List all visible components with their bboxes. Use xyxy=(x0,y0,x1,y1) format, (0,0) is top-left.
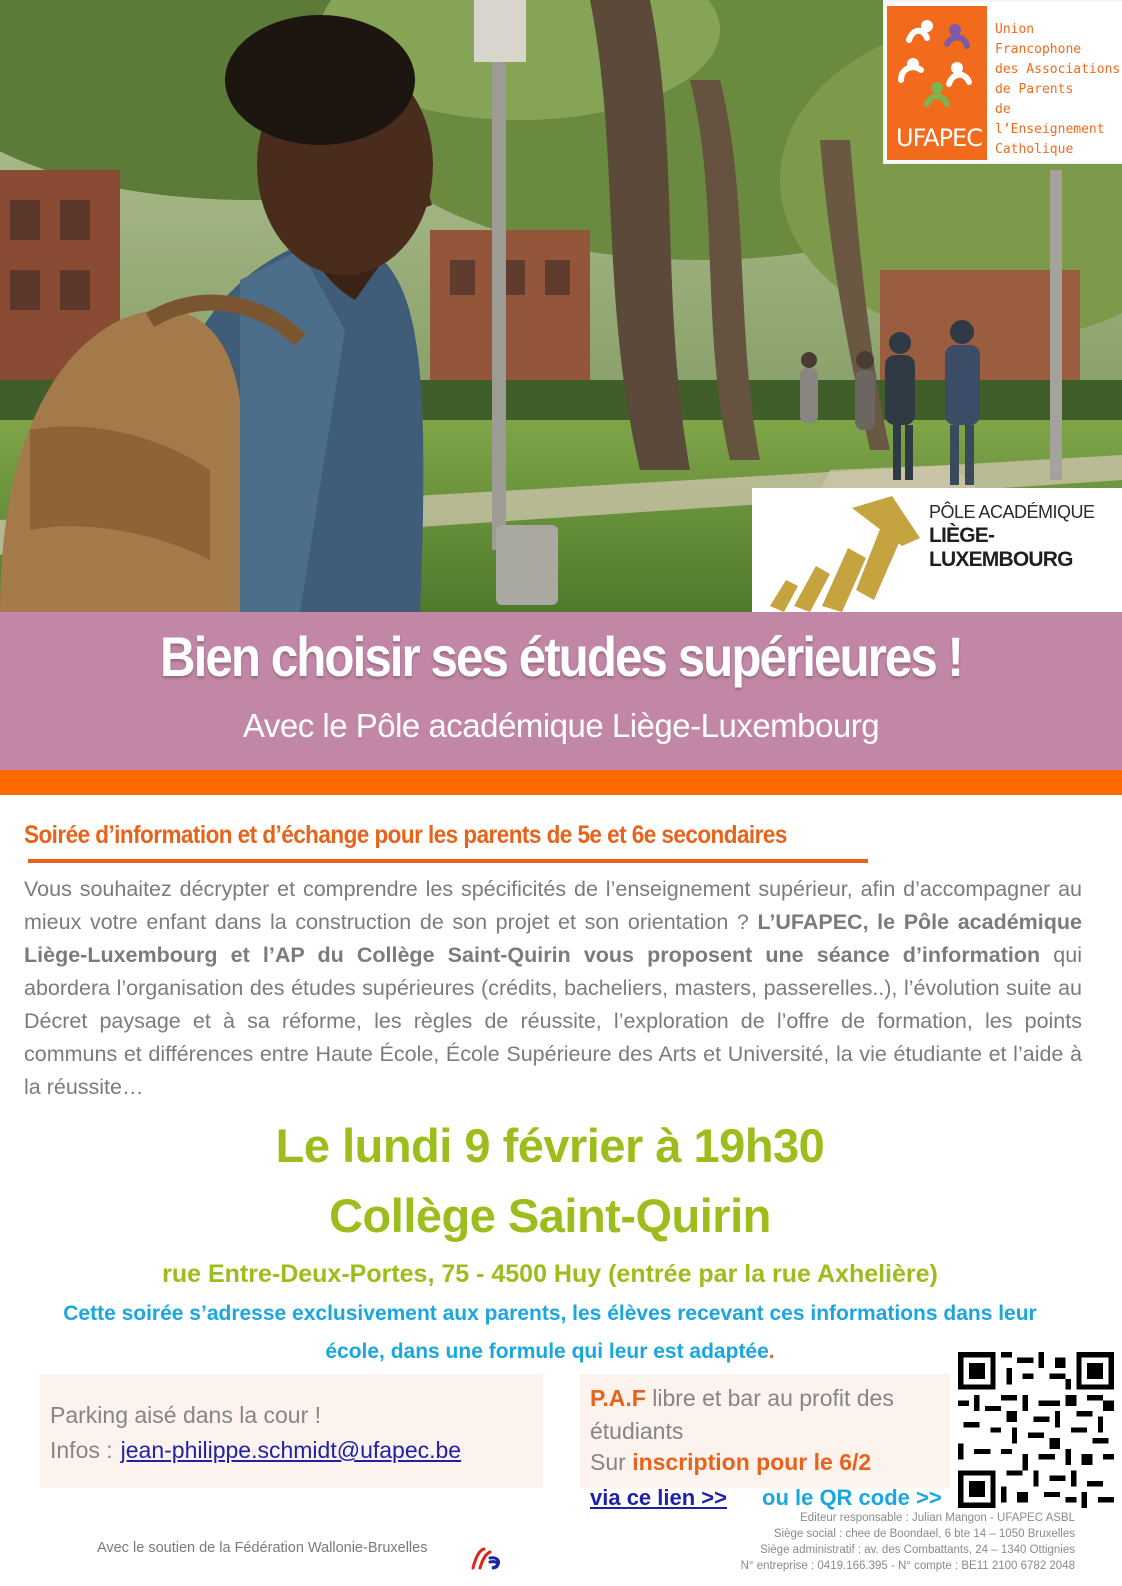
inscription-info xyxy=(590,1449,871,1476)
ufapec-name xyxy=(995,20,1122,160)
event-place: Collège Saint-Quirin xyxy=(329,1189,771,1242)
ufapec-name-line: Francophone xyxy=(995,42,1082,57)
page-subtitle: Avec le Pôle académique Liège-Luxembourg xyxy=(242,707,880,744)
intro-bold-text: L’UFAPEC, le Pôle académique Liège-Luxembourg et l’AP du Collège Saint-Quirin vous proposent une séance d’information xyxy=(24,910,1082,967)
support-mention: Avec le soutien de la Fédération Wallonie-Bruxelles xyxy=(97,1540,428,1556)
legal-line: Siège social : chee de Boondael, 6 bte 14 – 1050 Bruxelles xyxy=(773,1528,1075,1540)
qr-code[interactable] xyxy=(958,1352,1114,1508)
contact-email-link[interactable]: jean-philippe.schmidt@ufapec.be xyxy=(120,1437,462,1463)
legal-line: Editeur responsable : Julian Mangon - UFAPEC ASBL xyxy=(800,1512,1075,1524)
intro-paragraph xyxy=(24,873,1082,1104)
registration-box xyxy=(580,1374,950,1488)
title-band xyxy=(0,612,1122,770)
orange-divider xyxy=(0,770,1122,795)
inscription-deadline: inscription pour le 6/2 xyxy=(632,1449,872,1475)
contact-info xyxy=(50,1437,461,1464)
event-date: Le lundi 9 février à 19h30 xyxy=(275,1119,825,1172)
ufapec-name-line: de Parents xyxy=(995,82,1074,97)
intro-text: qui abordera l’organisation des études supérieures (crédits, bacheliers, masters, passerelles..), l’évolution suite au Décret paysage et à sa réforme, les règles de réussite, l’exploration de l’offre de formation, les points communs et différences entre Haute École, École Supérieure des Arts et Université, la vie étudiante et l’aide à la réussite… xyxy=(24,943,1083,1099)
intro-text: Vous souhaitez décrypter et comprendre les spécificités de l’enseignement supérieur, afin d’accompagner au mieux votre enfant dans la construction de son projet et son orientation ? xyxy=(24,877,1082,934)
infos-label: Infos : xyxy=(50,1437,113,1463)
ufapec-name-line: Union xyxy=(995,22,1035,37)
event-address: rue Entre-Deux-Portes, 75 - 4500 Huy (entrée par la rue Axhelière) xyxy=(162,1260,938,1288)
pole-logo-line2: LIÈGE-LUXEMBOURG xyxy=(929,524,1073,571)
registration-link-wrap xyxy=(590,1485,727,1511)
practical-info-box xyxy=(40,1374,543,1488)
pole-stripes-icon xyxy=(752,488,922,612)
inscription-prefix: Sur xyxy=(590,1449,633,1475)
parking-info: Parking aisé dans la cour ! xyxy=(50,1402,322,1428)
federation-wallonie-bruxelles-logo-icon xyxy=(470,1546,504,1572)
notice-period: . xyxy=(768,1340,775,1363)
notice-text: Cette soirée s’adresse exclusivement aux parents, les élèves recevant ces informations dans leur école, dans une formule qui leur est adaptée xyxy=(63,1302,1037,1363)
legal-line: Siège administratif : av. des Combattants, 24 – 1340 Ottignies xyxy=(760,1544,1075,1556)
paf-text: libre et bar au profit des étudiants xyxy=(590,1385,894,1444)
ufapec-people-icon xyxy=(887,6,987,116)
legal-line: N° entreprise : 0419.166.395 - N° compte : BE11 2100 6782 2048 xyxy=(740,1560,1075,1572)
ufapec-logo xyxy=(883,0,1122,164)
pole-academique-logo xyxy=(752,488,1122,612)
page-title: Bien choisir ses études supérieures ! xyxy=(159,625,963,688)
parents-only-notice xyxy=(50,1295,1050,1371)
heading-underline xyxy=(28,859,868,863)
paf-info xyxy=(590,1382,910,1448)
qr-code-label: ou le QR code >> xyxy=(762,1485,942,1510)
pole-logo-line1: PÔLE ACADÉMIQUE xyxy=(929,502,1095,522)
ufapec-name-line: des Associations xyxy=(995,62,1121,77)
ufapec-name-line: de l’Enseignement xyxy=(995,102,1105,137)
hero-photo xyxy=(0,0,1122,612)
paf-label: P.A.F xyxy=(590,1385,646,1411)
registration-link[interactable]: via ce lien >> xyxy=(590,1485,727,1510)
ufapec-wordmark: UFAPEC xyxy=(896,124,982,152)
ufapec-name-line: Catholique xyxy=(995,142,1074,157)
ufapec-logo-mark xyxy=(887,6,987,160)
section-heading: Soirée d’information et d’échange pour les parents de 5e et 6e secondaires xyxy=(24,821,787,849)
legal-notice xyxy=(680,1510,1075,1574)
